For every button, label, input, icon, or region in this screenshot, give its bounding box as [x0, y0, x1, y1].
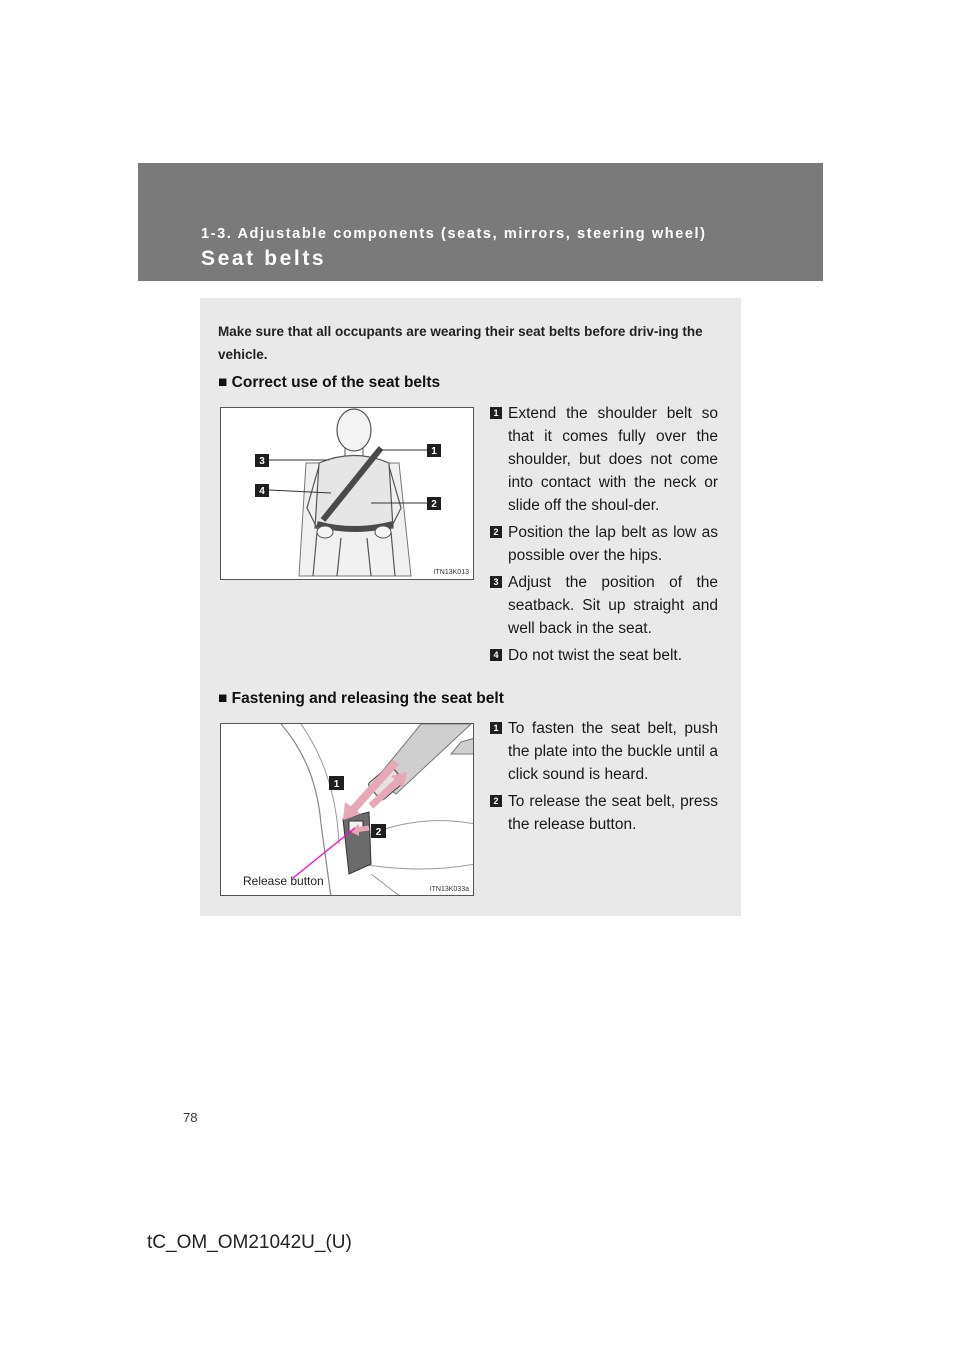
callout-4: 4	[259, 486, 265, 497]
steps-correct-use	[490, 402, 718, 671]
step-text: Extend the shoulder belt so that it comes fully over the shoulder, but does not come into contact with the neck or slide off the shoul-der.	[508, 405, 718, 514]
steps-fastening	[490, 717, 718, 840]
intro-text: Make sure that all occupants are wearing their seat belts before driv-ing the vehicle.	[218, 324, 703, 362]
step-text: To release the seat belt, press the release button.	[508, 793, 718, 833]
figure-correct-use	[220, 407, 474, 580]
callout-1: 1	[431, 446, 437, 457]
step-item	[490, 790, 718, 836]
chapter-header	[138, 163, 823, 281]
step-text: Adjust the position of the seatback. Sit up straight and well back in the seat.	[508, 574, 718, 637]
figure-code: ITN13K033a	[429, 886, 469, 893]
step-number-badge: 2	[490, 526, 502, 538]
figure-code: ITN13K013	[433, 569, 469, 576]
step-item	[490, 717, 718, 786]
heading-fastening: ■ Fastening and releasing the seat belt	[218, 690, 504, 707]
figure-fastening	[220, 723, 474, 896]
callout-2: 2	[375, 827, 382, 838]
seated-person-illustration	[221, 408, 474, 580]
step-number-badge: 1	[490, 407, 502, 419]
step-text: Position the lap belt as low as possible over the hips.	[508, 524, 718, 564]
step-number-badge: 1	[490, 722, 502, 734]
step-item	[490, 571, 718, 640]
callout-1: 1	[333, 779, 340, 790]
release-button-label: Release button	[243, 874, 324, 888]
buckle-illustration	[221, 724, 474, 896]
page-number: 78	[183, 1110, 198, 1125]
content-box	[200, 298, 741, 916]
step-item	[490, 521, 718, 567]
heading-correct-use: ■ Correct use of the seat belts	[218, 374, 441, 391]
callout-3: 3	[259, 456, 265, 467]
callout-2: 2	[431, 499, 437, 510]
section-title: 1-3. Adjustable components (seats, mirrors, steering wheel)	[201, 226, 707, 242]
step-number-badge: 4	[490, 649, 502, 661]
step-item	[490, 402, 718, 517]
step-number-badge: 2	[490, 795, 502, 807]
document-code: tC_OM_OM21042U_(U)	[147, 1232, 352, 1253]
step-text: Do not twist the seat belt.	[508, 647, 683, 664]
step-text: To fasten the seat belt, push the plate into the buckle until a click sound is heard.	[508, 720, 718, 783]
page-title: Seat belts	[201, 247, 327, 270]
step-number-badge: 3	[490, 576, 502, 588]
step-item	[490, 644, 718, 667]
